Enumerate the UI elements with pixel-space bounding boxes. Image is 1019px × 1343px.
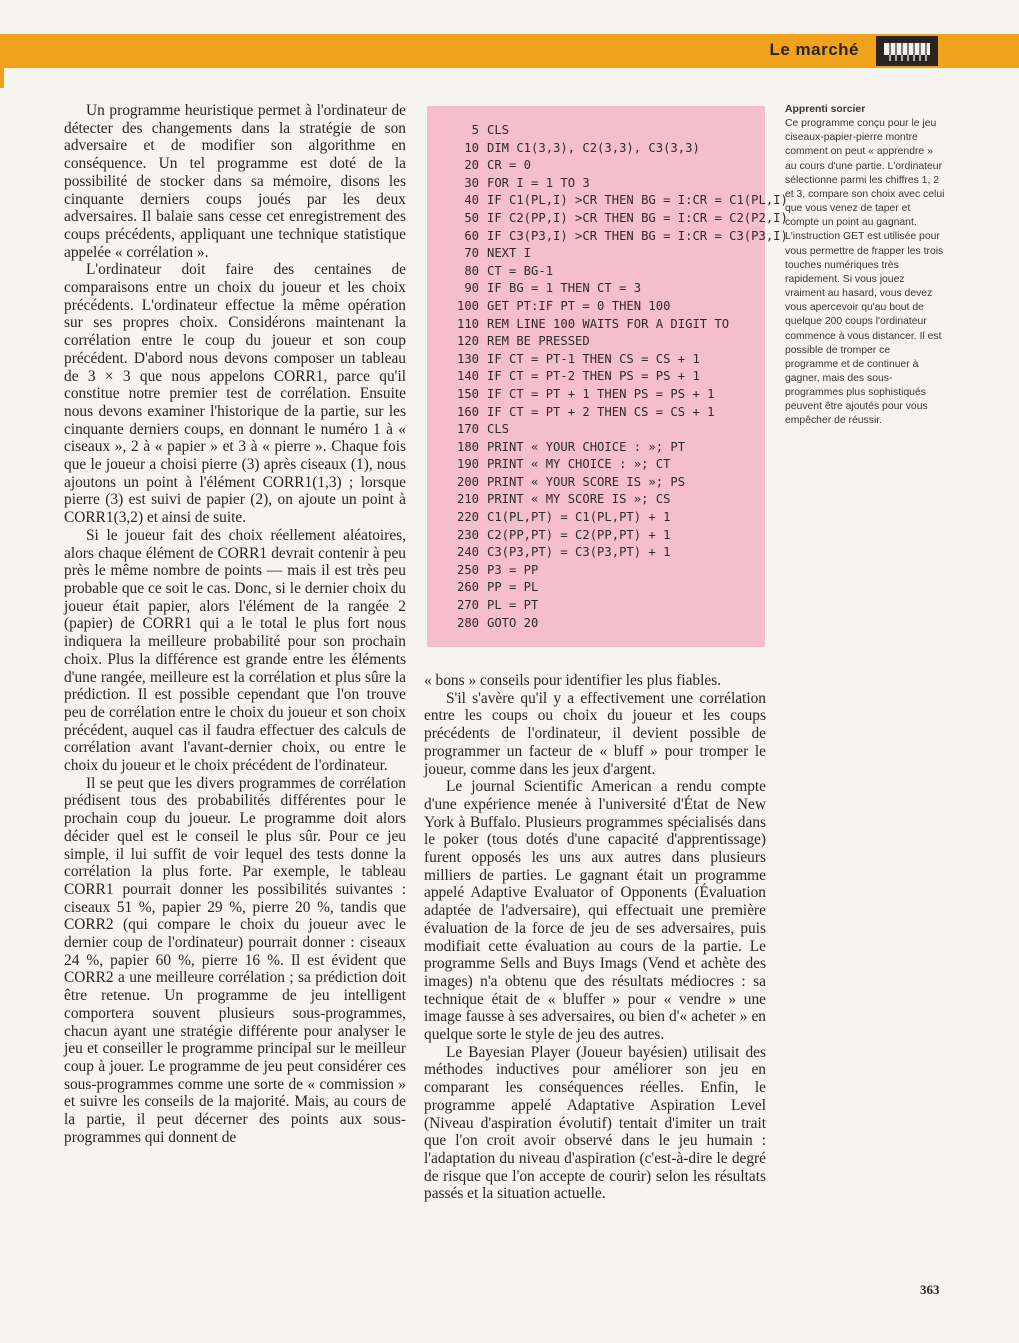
keyboard-icon: [876, 36, 938, 66]
code-statement: IF CT = PT-2 THEN PS = PS + 1: [487, 369, 700, 384]
code-line: [445, 333, 788, 351]
code-statement: REM BE PRESSED: [487, 334, 590, 349]
code-line: [445, 421, 788, 439]
line-number: 5: [471, 123, 479, 137]
line-number: 250: [456, 562, 479, 577]
paragraph: Un programme heuristique permet à l'ordinateur de détecter des changements dans la stratégie de son adversaire et de modifier son algorithme en conséquence. Un tel programme est doté de la possibilité de stocker dans sa mémoire, disons les cinquante derniers coups joués par les deux adversaires. Il balaie sans cesse cet enregistrement des coups précédents, appliquant une technique statistique appelée « corrélation ».: [64, 102, 406, 261]
code-statement: C2(PP,PT) = C2(PP,PT) + 1: [487, 527, 671, 542]
line-number: 30: [464, 175, 479, 190]
paragraph: Si le joueur fait des choix réellement aléatoires, alors chaque élément de CORR1 devrait contenir à peu près le même nombre de points — mais il est très peu probable que ce soit le cas. Donc, si le dernier choix du joueur était papier, alors l'élément de la rangée 2 (papier) de CORR1 qui a le total le plus fort nous indiquera la meilleure probabilité pour son prochain choix. Plus la différence est grande entre les éléments d'une rangée, meilleure est la corrélation et plus sûre la prédiction. Il est possible cependant que l'on trouve peu de corrélation entre le choix du joueur et son choix précédent, auquel cas il faudra effectuer des calculs de corrélation avant l'avant-dernier choix, ou entre le choix du joueur et le choix précédent de l'ordinateur.: [64, 526, 406, 775]
code-line: [445, 439, 788, 457]
code-line: [445, 456, 788, 474]
code-statement: GOTO 20: [487, 615, 539, 630]
code-line: [445, 228, 788, 246]
code-line: [445, 544, 788, 562]
code-line: [445, 263, 788, 281]
code-statement: PRINT « YOUR CHOICE : »; PT: [487, 439, 686, 454]
code-line: [445, 562, 788, 580]
code-statement: C3(P3,PT) = C3(P3,PT) + 1: [487, 545, 671, 560]
line-number: 100: [456, 298, 479, 313]
code-line: [445, 491, 788, 509]
code-line: [445, 597, 788, 615]
paragraph: « bons » conseils pour identifier les plus fiables.: [424, 672, 722, 689]
line-number: 80: [464, 263, 479, 278]
code-line: [445, 316, 788, 334]
code-statement: CT = BG-1: [487, 263, 554, 278]
code-statement: REM LINE 100 WAITS FOR A DIGIT TO: [487, 316, 730, 331]
article-column-left: [64, 102, 406, 1146]
line-number: 40: [464, 193, 479, 208]
line-number: 280: [456, 615, 479, 630]
code-statement: IF CT = PT + 2 THEN CS = CS + 1: [487, 404, 715, 419]
code-line: [445, 122, 788, 140]
code-line: [445, 157, 788, 175]
line-number: 170: [456, 422, 479, 437]
line-number: 50: [464, 210, 479, 225]
code-line: [445, 245, 788, 263]
sidebar-caption: [785, 103, 945, 429]
line-number: 240: [456, 545, 479, 560]
line-number: 140: [456, 369, 479, 384]
code-lines: [445, 122, 788, 632]
section-title: Le marché: [769, 40, 859, 59]
code-statement: IF C1(PL,I) >CR THEN BG = I:CR = C1(PL,I): [487, 193, 788, 208]
code-line: [445, 280, 788, 298]
code-statement: CLS: [487, 123, 510, 137]
line-number: 70: [464, 246, 479, 261]
code-statement: P3 = PP: [487, 562, 539, 577]
line-number: 110: [456, 316, 479, 331]
line-number: 130: [456, 351, 479, 366]
code-line: [445, 386, 788, 404]
code-statement: NEXT I: [487, 246, 532, 261]
code-statement: CR = 0: [487, 158, 532, 173]
line-number: 10: [464, 140, 479, 155]
code-line: [445, 192, 788, 210]
code-statement: PP = PL: [487, 580, 539, 595]
code-statement: PRINT « MY CHOICE : »; CT: [487, 457, 671, 472]
code-statement: IF C2(PP,I) >CR THEN BG = I:CR = C2(P2,I): [487, 210, 788, 225]
line-number: 210: [456, 492, 479, 507]
margin-accent: [0, 68, 4, 88]
code-line: [445, 298, 788, 316]
code-line: [445, 474, 788, 492]
paragraph: Il se peut que les divers programmes de corrélation prédisent tous des probabilités différentes pour le prochain coup du joueur. Le programme doit alors décider quel est le conseil le plus sûr. Pour ce jeu simple, il lui suffit de voir lequel des tests donne la corrélation la plus forte. Par exemple, le tableau CORR1 pourrait donner les possibilités suivantes : ciseaux 51 %, papier 29 %, pierre 20 %, tandis que CORR2 (qui compare le choix du joueur avec le dernier coup de l'ordinateur) pourrait donner : ciseaux 24 %, papier 60 %, pierre 16 %. Il est évident que CORR2 a une meilleure corrélation ; sa prédiction doit être retenue. Un programme de jeu intelligent comportera souvent plusieurs sous-programmes, chacun ayant une stratégie différente pour analyser le jeu et conseiller le programme principal sur le meilleur coup à jouer. Le programme de jeu peut considérer ces sous-programmes comme une sorte de « commission » et suivre les conseils de la majorité. Mais, au cours de la partie, il peut décerner des points aux sous-programmes qui donnent de: [64, 774, 406, 1146]
code-line: [445, 527, 788, 545]
line-number: 120: [456, 334, 479, 349]
code-statement: DIM C1(3,3), C2(3,3), C3(3,3): [487, 140, 700, 155]
paragraph: S'il s'avère qu'il y a effectivement une corrélation entre les coups ou choix du joueur et les coups précédents de l'ordinateur, il devient possible de programmer un facteur de « bluff » pour tromper le joueur, comme dans les jeux d'argent.: [424, 689, 766, 778]
code-line: [445, 404, 788, 422]
code-statement: IF CT = PT-1 THEN CS = CS + 1: [487, 351, 700, 366]
section-header-bar: [0, 34, 1019, 68]
code-statement: PRINT « YOUR SCORE IS »; PS: [487, 474, 686, 489]
line-number: 270: [456, 598, 479, 613]
line-number: 230: [456, 527, 479, 542]
code-statement: CLS: [487, 422, 510, 437]
line-number: 180: [456, 439, 479, 454]
code-statement: IF BG = 1 THEN CT = 3: [487, 281, 642, 296]
paragraph: Le Bayesian Player (Joueur bayésien) utilisait des méthodes inductives pour améliorer son jeu en comparant les conséquences réelles. Enfin, le programme appelé Adaptative Aspiration Level (Niveau d'aspiration évolutif) tentait d'imiter un trait que l'on croit avoir observé dans le jeu humain : l'adaptation du niveau d'aspiration (c'est-à-dire le degré de risque que l'on accepte de courir) selon les résultats passés et la situation actuelle.: [424, 1043, 766, 1203]
line-number: 200: [456, 474, 479, 489]
code-line: [445, 351, 788, 369]
code-statement: IF C3(P3,I) >CR THEN BG = I:CR = C3(P3,I): [487, 228, 788, 243]
code-statement: FOR I = 1 TO 3: [487, 175, 590, 190]
line-number: 150: [456, 386, 479, 401]
code-statement: IF CT = PT + 1 THEN PS = PS + 1: [487, 386, 715, 401]
code-line: [445, 579, 788, 597]
code-line: [445, 210, 788, 228]
line-number: 260: [456, 580, 479, 595]
article-column-middle: [424, 672, 766, 1203]
code-line: [445, 140, 788, 158]
code-statement: C1(PL,PT) = C1(PL,PT) + 1: [487, 510, 671, 525]
code-statement: GET PT:IF PT = 0 THEN 100: [487, 298, 671, 313]
line-number: 190: [456, 457, 479, 472]
code-line: [445, 509, 788, 527]
code-line: [445, 175, 788, 193]
paragraph: L'ordinateur doit faire des centaines de comparaisons entre un choix du joueur et les choix précédents. L'ordinateur effectue la même opération sur ses propres choix. Considérons maintenant la corrélation entre le coup du joueur et son coup précédent. D'abord nous devons composer un tableau de 3 × 3 que nous appelons CORR1, parce qu'il constitue notre premier test de corrélation. Ensuite nous devons examiner l'historique de la partie, sur les cinquante derniers coups, en donnant le numéro 1 à « ciseaux », 2 à « papier » et 3 à « pierre ». Chaque fois que le joueur a choisi pierre (3) après ciseaux (1), nous ajoutons un point à l'élément CORR1(1,3) ; lorsque pierre (3) est suivi de papier (2), on ajoute un point à CORR1(3,2) et ainsi de suite.: [64, 261, 406, 527]
line-number: 60: [464, 228, 479, 243]
code-statement: PRINT « MY SCORE IS »; CS: [487, 492, 671, 507]
sidebar-body: Ce programme conçu pour le jeu ciseaux-papier-pierre montre comment on peut « apprendre » au cours d'une partie. L'ordinateur sélectionne parmi les chiffres 1, 2 et 3, compare son choix avec celui que vous venez de taper et compte un point au gagnant. L'instruction GET est utilisée pour vous permettre de frapper les trois touches numériques très rapidement. Si vous jouez vraiment au hasard, vous devez vous apercevoir qu'au bout de quelque 200 coups l'ordinateur commence à vous distancer. Il est possible de tromper ce programme et de continuer à gagner, mais des sous-programmes plus sophistiqués peuvent être ajoutés pour vous empêcher de réussir.: [785, 118, 945, 427]
line-number: 90: [464, 281, 479, 296]
code-statement: PL = PT: [487, 598, 539, 613]
basic-code-listing: [427, 106, 788, 647]
code-line: [445, 368, 788, 386]
code-line: [445, 615, 788, 633]
paragraph: Le journal Scientific American a rendu compte d'une expérience menée à l'université d'État de New York à Buffalo. Plusieurs programmes spécialisés dans le poker (tous dotés d'une capacité d'apprentissage) furent opposés les uns aux autres dans plusieurs milliers de parties. Le gagnant était un programme appelé Adaptive Evaluator of Opponents (Évaluation adaptée de l'adversaire), qui effectuait une première évaluation de la force de jeu de ses adversaires, puis modifiait cette évaluation au cours de la partie. Le programme Sells and Buys Imags (Vend et achète des images) n'a obtenu que des résultats médiocres : sa technique était de « bluffer » pour « vendre » une image fausse à ses adversaires, ou bien d'« acheter » en quelque sorte le style de jeu des autres.: [424, 778, 766, 1044]
page-number: 363: [920, 1282, 940, 1297]
sidebar-title: Apprenti sorcier: [785, 104, 866, 115]
line-number: 220: [456, 510, 479, 525]
line-number: 20: [464, 158, 479, 173]
line-number: 160: [456, 404, 479, 419]
